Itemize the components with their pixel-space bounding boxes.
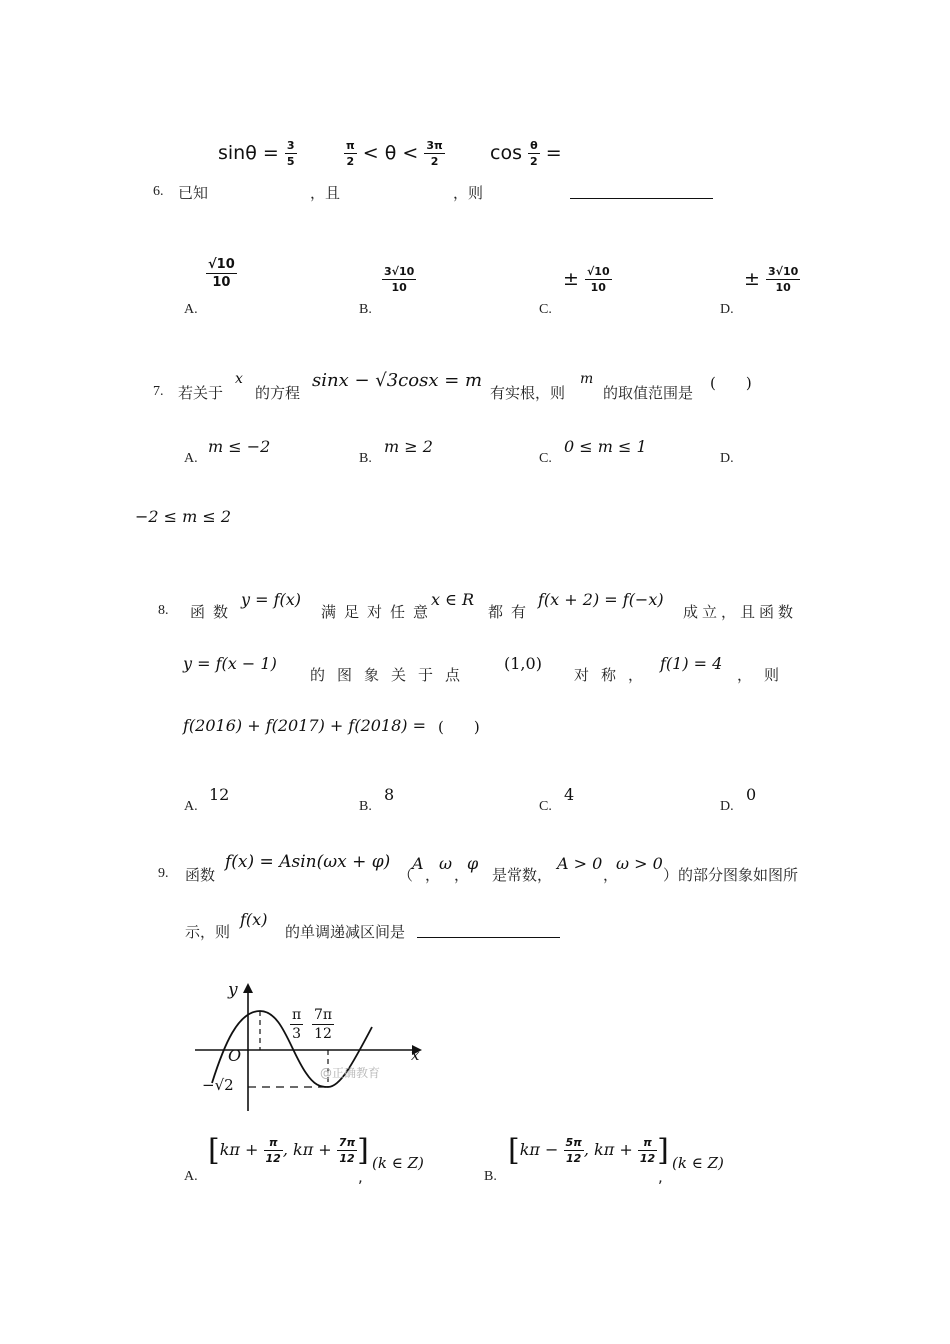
tick-fraction	[312, 1008, 334, 1041]
option-comma: ,	[658, 1168, 663, 1186]
q6-cond-frac1	[344, 140, 357, 167]
option-value: 8	[384, 785, 395, 804]
option-label: D.	[720, 451, 734, 466]
option-value: m ≥ 2	[384, 437, 433, 456]
q6-cond-num2: 3π	[426, 139, 443, 152]
graph-x-label: x	[411, 1046, 420, 1064]
option-label: B.	[359, 799, 372, 814]
q9-var-omega: ω	[439, 854, 453, 873]
q6-sin-num: 3	[286, 139, 295, 152]
option-den: 10	[766, 279, 800, 293]
q9-comma-2: ，	[454, 866, 470, 884]
q8-formula-4: y = f(x − 1)	[183, 654, 277, 673]
interval-start: kπ −	[519, 1140, 559, 1159]
watermark: @正确教育	[320, 1066, 381, 1080]
q6-sin-expression	[218, 140, 297, 167]
right-bracket: ]	[357, 1133, 369, 1168]
q6-condition	[344, 140, 445, 167]
option-label: A.	[184, 302, 198, 317]
q9-text-3: 是常数，	[492, 866, 553, 884]
q6-cos-den: 2	[530, 155, 538, 168]
q9-text-5: 示，则	[185, 923, 231, 941]
option-value: 0 ≤ m ≤ 1	[564, 437, 647, 456]
option-fraction	[206, 258, 237, 289]
option-label: A.	[184, 451, 198, 466]
option-value: −2 ≤ m ≤ 2	[135, 507, 232, 526]
q6-cos-eq: =	[545, 142, 562, 164]
option-label: A.	[184, 799, 198, 814]
q8-formula-3: f(x + 2) = f(−x)	[538, 590, 664, 609]
q8-text-5: 的图象关于点	[310, 666, 473, 684]
q8-formula-6: f(1) = 4	[660, 654, 723, 673]
tick-num: π	[292, 1007, 302, 1023]
q8-text-1: 函数	[190, 603, 237, 621]
tick-den: 3	[290, 1024, 303, 1041]
graph-tick-pi-3	[290, 1008, 303, 1041]
option-label: B.	[359, 451, 372, 466]
option-den: 10	[585, 279, 612, 293]
option-num: 3√10	[384, 265, 415, 278]
option-sign: ±	[563, 268, 579, 290]
option-value	[382, 266, 416, 293]
q9-formula-omega: ω > 0	[616, 854, 663, 873]
q7-text-1: 若关于	[178, 384, 224, 402]
q6-text-known: 已知	[178, 184, 209, 202]
option-num: 3√10	[767, 265, 799, 278]
option-label: B.	[484, 1169, 497, 1184]
q6-cond-den2: 2	[424, 153, 444, 167]
option-value	[208, 1133, 369, 1168]
q9-text-1: 函数	[185, 866, 216, 884]
q7-text-4: 的取值范围是	[603, 384, 694, 402]
option-den: 10	[206, 273, 237, 289]
q9-text-6: 的单调递减区间是	[285, 923, 406, 941]
q9-comma-3: ，	[603, 866, 619, 884]
left-bracket: [	[508, 1133, 520, 1168]
option-sign: ±	[744, 268, 760, 290]
option-value	[508, 1133, 669, 1168]
option-value: 4	[564, 785, 575, 804]
option-label: C.	[539, 302, 552, 317]
q6-cond-num1: π	[346, 139, 355, 152]
q9-text-4: ）的部分图象如图所	[663, 866, 799, 884]
q8-number: 8.	[158, 603, 169, 618]
q6-cos-expression	[490, 140, 562, 167]
q6-text-and: ，且	[310, 184, 341, 202]
q9-answer-blank[interactable]	[417, 937, 560, 938]
option-label: A.	[184, 1169, 198, 1184]
option-label: C.	[539, 799, 552, 814]
graph-min-label: −√2	[202, 1076, 234, 1094]
option-fraction	[585, 266, 612, 293]
tick-fraction	[290, 1008, 303, 1041]
option-comma: ,	[358, 1168, 363, 1186]
q6-number: 6.	[153, 184, 164, 199]
q6-sin-den: 5	[286, 155, 295, 168]
option-num: √10	[208, 257, 235, 272]
frac-2-num: 7π	[338, 1136, 356, 1149]
q6-answer-blank[interactable]	[570, 198, 713, 199]
interval-mid: , kπ +	[583, 1140, 633, 1159]
q9-formula-1: f(x) = Asin(ωx + φ)	[225, 852, 391, 872]
q9-var-phi: φ	[467, 854, 479, 873]
tick-num: 7π	[314, 1007, 333, 1023]
option-fraction	[766, 266, 800, 293]
option-label: C.	[539, 451, 552, 466]
frac-2	[337, 1137, 357, 1164]
q6-sin-lhs: sinθ =	[218, 142, 279, 164]
q8-text-6: 对称，	[574, 666, 656, 684]
option-k-domain: (k ∈ Z)	[672, 1154, 724, 1172]
graph-tick-7pi-12	[312, 1008, 334, 1041]
q8-formula-1: y = f(x)	[241, 590, 302, 609]
q7-text-3: 有实根，则	[490, 384, 566, 402]
q9-text-2: （	[398, 866, 414, 884]
interval-mid: , kπ +	[282, 1140, 332, 1159]
q9-formula-fx: f(x)	[240, 910, 268, 929]
q8-formula-2: x ∈ R	[431, 590, 475, 609]
frac-1-den: 12	[265, 1152, 281, 1165]
right-bracket: ]	[657, 1133, 669, 1168]
q8-formula-5: (1,0)	[504, 654, 542, 673]
option-den: 10	[382, 279, 416, 293]
q6-cond-den1: 2	[344, 153, 357, 167]
option-label: D.	[720, 302, 734, 317]
q8-text-3: 都有	[488, 603, 535, 621]
q6-cos-num: θ	[530, 139, 538, 152]
interval-start: kπ +	[219, 1140, 259, 1159]
q8-answer-paren[interactable]: ( )	[438, 718, 480, 736]
graph-origin-label: O	[228, 1046, 242, 1065]
q9-formula-a: A > 0	[557, 854, 603, 873]
option-label: D.	[720, 799, 734, 814]
q9-sine-graph	[190, 975, 430, 1115]
frac-2-den: 12	[639, 1152, 656, 1165]
q7-answer-paren[interactable]: ( )	[710, 374, 752, 392]
q6-cos-lhs: cos	[490, 142, 522, 164]
option-fraction	[382, 266, 416, 293]
option-value: 12	[209, 785, 230, 804]
q8-text-4: 成立，且函数	[683, 603, 798, 621]
q7-text-2: 的方程	[255, 384, 301, 402]
q6-cos-fraction	[528, 140, 540, 167]
frac-1-num: 5π	[565, 1136, 582, 1149]
q9-comma-1: ，	[425, 866, 441, 884]
q7-var-m: m	[580, 371, 594, 387]
q6-cond-frac2	[424, 140, 444, 167]
tick-den: 12	[312, 1024, 334, 1041]
q8-text-2: 满足对任意	[321, 603, 437, 621]
q6-sin-fraction	[285, 140, 297, 167]
option-value	[744, 266, 800, 293]
frac-2-num: π	[643, 1136, 652, 1149]
q7-number: 7.	[153, 384, 164, 399]
option-label: B.	[359, 302, 372, 317]
q7-var-x: x	[235, 371, 243, 387]
option-value	[563, 266, 612, 293]
q6-cond-mid: < θ <	[362, 142, 419, 164]
q8-formula-7: f(2016) + f(2017) + f(2018) =	[183, 716, 427, 735]
frac-1	[564, 1137, 584, 1164]
option-value: m ≤ −2	[208, 437, 271, 456]
frac-1	[264, 1137, 283, 1164]
option-k-domain: (k ∈ Z)	[372, 1154, 424, 1172]
option-value	[206, 258, 237, 289]
q9-var-a: A	[412, 854, 424, 873]
frac-1-den: 12	[564, 1150, 584, 1164]
option-value: 0	[746, 785, 757, 804]
left-bracket: [	[208, 1133, 220, 1168]
option-num: √10	[586, 265, 610, 278]
frac-1-num: π	[268, 1136, 278, 1149]
frac-2	[638, 1137, 657, 1164]
q7-equation: sinx − √3cosx = m	[312, 370, 483, 391]
q9-number: 9.	[158, 866, 169, 881]
q6-text-then: ，则	[453, 184, 484, 202]
frac-2-den: 12	[337, 1150, 357, 1164]
graph-y-label: y	[228, 980, 238, 1000]
q8-text-7: ，则	[737, 666, 792, 684]
